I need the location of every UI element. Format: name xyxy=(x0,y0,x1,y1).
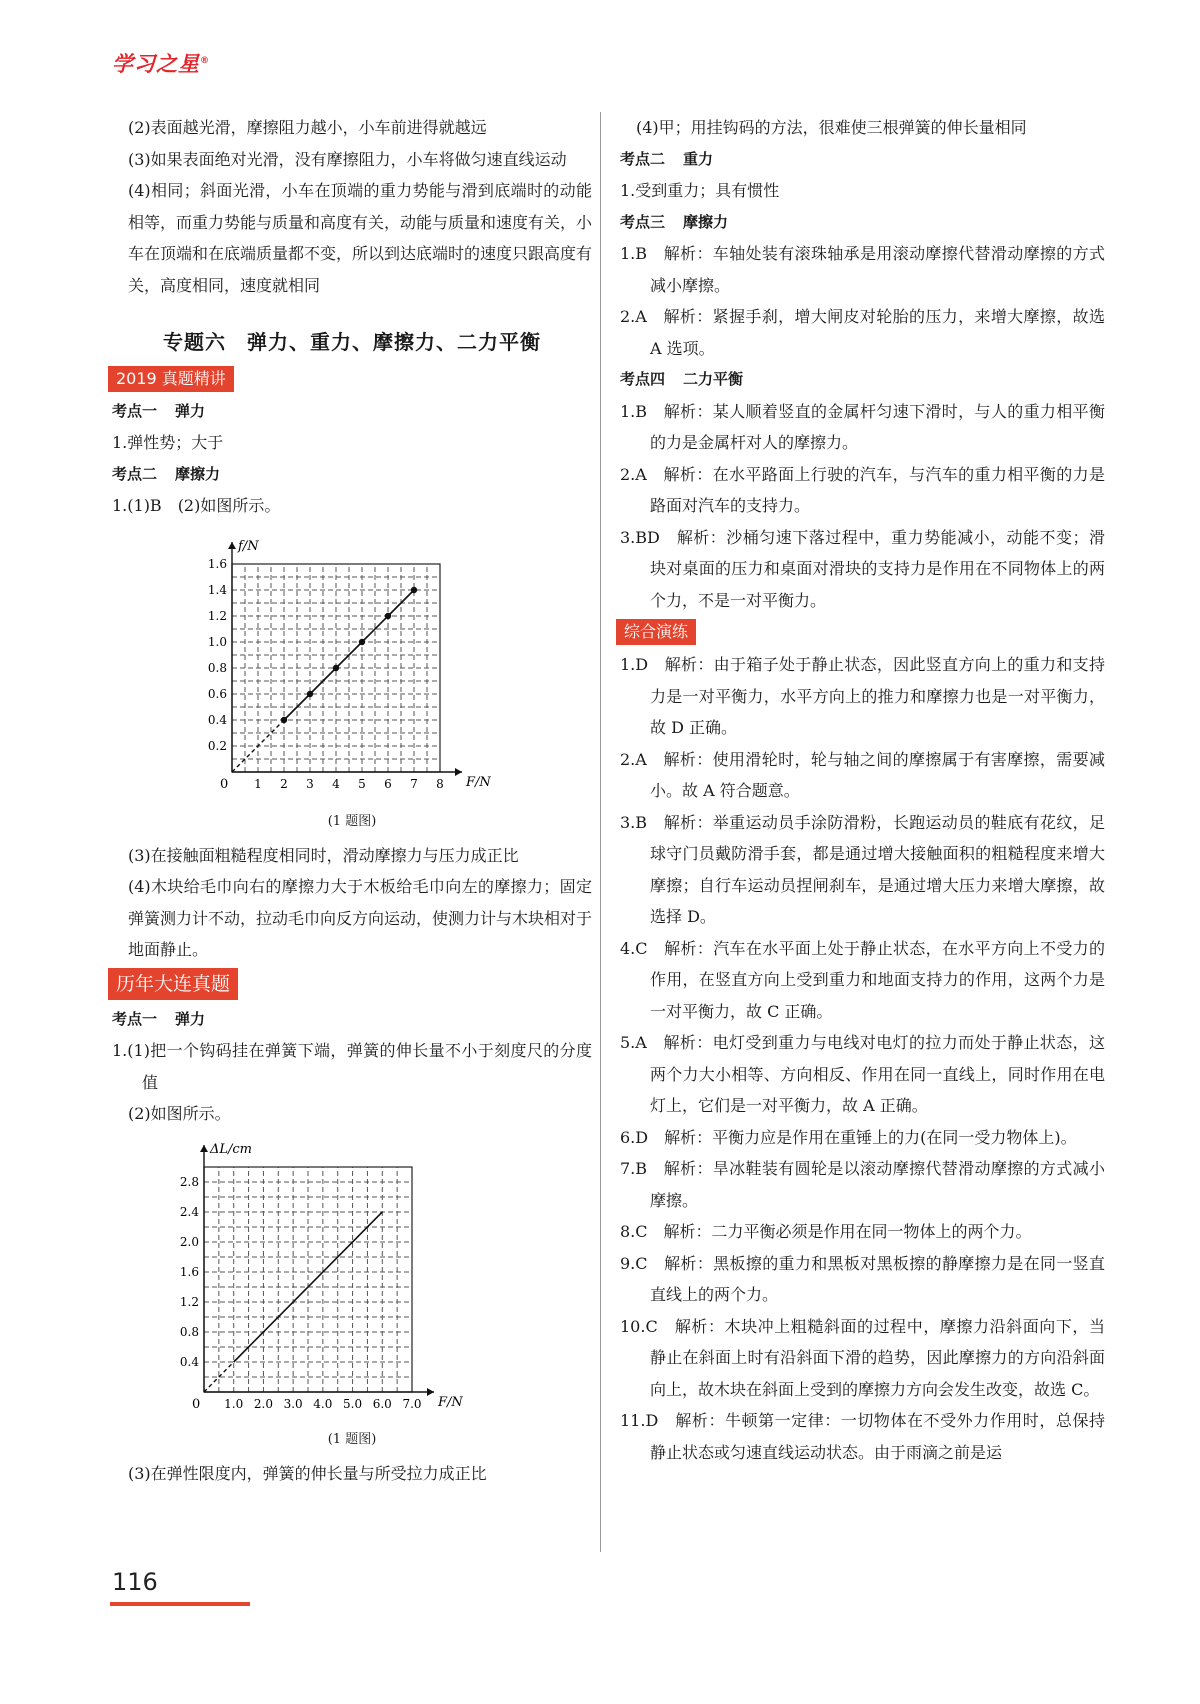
kp-name: 二力平衡 xyxy=(683,370,744,388)
y-tick-label: 2.8 xyxy=(179,1174,199,1189)
y-tick-label: 0.4 xyxy=(179,1354,199,1369)
right-column xyxy=(620,112,1105,1468)
kp-label: 考点二 xyxy=(112,464,158,483)
data-point xyxy=(333,664,339,670)
answer-line: 3.B 解析：举重运动员手涂防滑粉，长跑运动员的鞋底有花纹，足球守门员戴防滑手套，都是通过增大接触面积的粗糙程度来增大摩擦；自行车运动员捏闸刹车，是通过增大压力来增大摩擦，故选择 D。 xyxy=(620,812,1105,926)
y-axis-arrow xyxy=(228,542,236,549)
x-tick-label: 3 xyxy=(306,776,314,791)
x-tick-label: 2.0 xyxy=(253,1396,273,1411)
answer-line: 1.(1)把一个钩码挂在弹簧下端，弹簧的伸长量不小于刻度尺的分度值 xyxy=(112,1041,592,1092)
answer-line: 1.受到重力；具有惯性 xyxy=(620,181,780,200)
answer-line: 2.A 解析：使用滑轮时，轮与轴之间的摩擦属于有害摩擦，需要减小。故 A 符合题意。 xyxy=(620,749,1105,800)
answer-line: 5.A 解析：电灯受到重力与电线对电灯的拉力而处于静止状态，这两个力大小相等、方向相反、作用在同一直线上，同时作用在电灯上，它们是一对平衡力，故 A 正确。 xyxy=(620,1033,1105,1115)
answer-line: 10.C 解析：木块冲上粗糙斜面的过程中，摩擦力沿斜面向下，当静止在斜面上时有沿斜面下滑的趋势，因此摩擦力的方向沿斜面向上，故木块在斜面上受到的摩擦力方向会发生改变，故选 C。 xyxy=(620,1316,1105,1399)
figure-caption: (1 题图) xyxy=(327,813,377,829)
section-band-practice: 综合演练 xyxy=(616,619,696,645)
data-point xyxy=(359,638,365,644)
kp-label: 考点二 xyxy=(620,149,666,168)
origin-label: 0 xyxy=(220,776,229,792)
answer-line: 1.B 解析：某人顺着竖直的金属杆匀速下滑时，与人的重力相平衡的力是金属杆对人的摩擦力。 xyxy=(620,401,1105,452)
data-point xyxy=(281,716,287,722)
x-tick-label: 4 xyxy=(332,776,340,791)
answer-line: 1.(1)B (2)如图所示。 xyxy=(112,496,281,515)
kp-heading xyxy=(112,1004,592,1036)
kp-heading xyxy=(112,459,592,491)
kp-heading xyxy=(620,144,1105,176)
x-axis-label: F/N xyxy=(466,774,491,790)
answer-line: 1.弹性势；大于 xyxy=(112,433,224,452)
y-tick-label: 1.6 xyxy=(179,1264,199,1279)
x-tick-label: 1.0 xyxy=(224,1396,244,1411)
friction-force-chart xyxy=(112,522,592,812)
y-tick-label: 2.0 xyxy=(179,1234,199,1249)
x-axis-arrow xyxy=(427,1388,434,1396)
answer-line: (3)在弹性限度内，弹簧的伸长量与所受拉力成正比 xyxy=(128,1463,487,1483)
origin-label: 0 xyxy=(192,1396,201,1412)
x-tick-label: 5 xyxy=(358,776,366,791)
spring-extension-chart xyxy=(112,1130,592,1430)
figure-caption: (1 题图) xyxy=(327,1431,377,1447)
answer-line: 9.C 解析：黑板擦的重力和黑板对黑板擦的静摩擦力是在同一竖直直线上的两个力。 xyxy=(620,1253,1105,1304)
kp-name: 摩擦力 xyxy=(175,464,221,483)
y-axis-arrow xyxy=(200,1145,208,1152)
y-tick-label: 1.4 xyxy=(207,582,227,597)
y-tick-label: 0.2 xyxy=(207,738,227,753)
brand-mark: ® xyxy=(200,56,210,66)
kp-label: 考点三 xyxy=(620,212,666,231)
page-number: 116 xyxy=(112,1568,158,1596)
y-tick-label: 1.2 xyxy=(179,1294,199,1309)
kp-label: 考点一 xyxy=(112,401,158,420)
kp-name: 弹力 xyxy=(175,1009,206,1028)
data-point xyxy=(385,612,391,618)
x-tick-label: 5.0 xyxy=(343,1396,363,1411)
answer-line: 4.C 解析：汽车在水平面上处于静止状态，在水平方向上不受力的作用，在竖直方向上受到重力和地面支持力的作用，这两个力是一对平衡力，故 C 正确。 xyxy=(620,938,1105,1021)
data-point xyxy=(411,586,417,592)
x-tick-label: 7 xyxy=(410,776,418,791)
x-axis-arrow xyxy=(455,768,462,776)
answer-line: 2.A 解析：在水平路面上行驶的汽车，与汽车的重力相平衡的力是路面对汽车的支持力。 xyxy=(620,464,1105,515)
brand-name: 学习之星 xyxy=(112,52,200,76)
y-tick-label: 0.8 xyxy=(179,1324,199,1339)
y-tick-label: 1.2 xyxy=(207,608,227,623)
x-tick-label: 8 xyxy=(436,776,444,791)
x-tick-label: 7.0 xyxy=(402,1396,422,1411)
kp-label: 考点一 xyxy=(112,1009,158,1028)
answer-line: 3.BD 解析：沙桶匀速下落过程中，重力势能减小，动能不变；滑块对桌面的压力和桌面对滑块的支持力是作用在不同物体上的两个力，不是一对平衡力。 xyxy=(620,527,1105,610)
x-axis-label: F/N xyxy=(438,1394,463,1410)
data-point xyxy=(307,690,313,696)
y-tick-label: 0.4 xyxy=(207,712,227,727)
brand-logo xyxy=(112,48,210,78)
answer-line: 1.D 解析：由于箱子处于静止状态，因此竖直方向上的重力和支持力是一对平衡力，水平方向上的推力和摩擦力也是一对平衡力，故 D 正确。 xyxy=(620,655,1105,737)
answer-line: (2)表面越光滑，摩擦阻力越小，小车前进得就越远 xyxy=(128,118,487,137)
answer-line: (4)木块给毛巾向右的摩擦力大于木板给毛巾向左的摩擦力；固定弹簧测力计不动，拉动毛巾向反方向运动，使测力计与木块相对于地面静止。 xyxy=(128,877,593,959)
answer-line: (3)在接触面粗糙程度相同时，滑动摩擦力与压力成正比 xyxy=(128,845,519,865)
kp-heading xyxy=(620,364,1105,396)
section-band-dalian: 历年大连真题 xyxy=(108,968,238,1000)
kp-name: 重力 xyxy=(683,149,714,168)
kp-label: 考点四 xyxy=(620,370,666,388)
topic-title: 专题六 弹力、重力、摩擦力、二力平衡 xyxy=(163,330,541,354)
y-axis-label: f/N xyxy=(238,538,259,554)
y-tick-label: 0.8 xyxy=(207,660,227,675)
kp-heading xyxy=(112,396,592,428)
x-tick-label: 2 xyxy=(280,776,288,791)
y-tick-label: 2.4 xyxy=(179,1204,199,1219)
x-tick-label: 1 xyxy=(254,776,262,791)
answer-line: (4)甲；用挂钩码的方法，很难使三根弹簧的伸长量相同 xyxy=(636,118,1027,137)
y-tick-label: 1.6 xyxy=(207,556,227,571)
x-tick-label: 6.0 xyxy=(372,1396,392,1411)
answer-line: 8.C 解析：二力平衡必须是作用在同一物体上的两个力。 xyxy=(620,1222,1032,1241)
kp-name: 弹力 xyxy=(175,401,206,420)
section-band-2019: 2019 真题精讲 xyxy=(108,366,234,392)
x-tick-label: 3.0 xyxy=(283,1396,303,1411)
answer-line: (4)相同；斜面光滑，小车在顶端的重力势能与滑到底端时的动能相等，而重力势能与质量和高度有关，动能与质量和速度有关，小车在顶端和在底端质量都不变，所以到达底端时的速度只跟高度有关，高度相同，速度就相同 xyxy=(128,181,593,295)
answer-line: 7.B 解析：旱冰鞋装有圆轮是以滚动摩擦代替滑动摩擦的方式减小摩擦。 xyxy=(620,1159,1105,1210)
answer-line: (2)如图所示。 xyxy=(128,1104,231,1123)
answer-line: (3)如果表面绝对光滑，没有摩擦阻力，小车将做匀速直线运动 xyxy=(128,149,567,169)
left-column xyxy=(112,112,592,1489)
kp-heading xyxy=(620,207,1105,239)
x-tick-label: 4.0 xyxy=(313,1396,333,1411)
y-axis-label: ΔL/cm xyxy=(210,1141,253,1157)
x-tick-label: 6 xyxy=(384,776,392,791)
page-number-bar xyxy=(110,1602,250,1606)
answer-line: 11.D 解析：牛顿第一定律：一切物体在不受外力作用时，总保持静止状态或匀速直线运动状态。由于雨滴之前是运 xyxy=(620,1411,1105,1462)
kp-name: 摩擦力 xyxy=(683,212,729,231)
y-tick-label: 0.6 xyxy=(207,686,227,701)
answer-line: 1.B 解析：车轴处装有滚珠轴承是用滚动摩擦代替滑动摩擦的方式减小摩擦。 xyxy=(620,244,1105,295)
answer-line: 6.D 解析：平衡力应是作用在重锤上的力(在同一受力物体上)。 xyxy=(620,1127,1077,1147)
column-divider xyxy=(600,112,601,1552)
y-tick-label: 1.0 xyxy=(207,634,227,649)
answer-line: 2.A 解析：紧握手刹，增大闸皮对轮胎的压力，来增大摩擦，故选 A 选项。 xyxy=(620,307,1105,358)
